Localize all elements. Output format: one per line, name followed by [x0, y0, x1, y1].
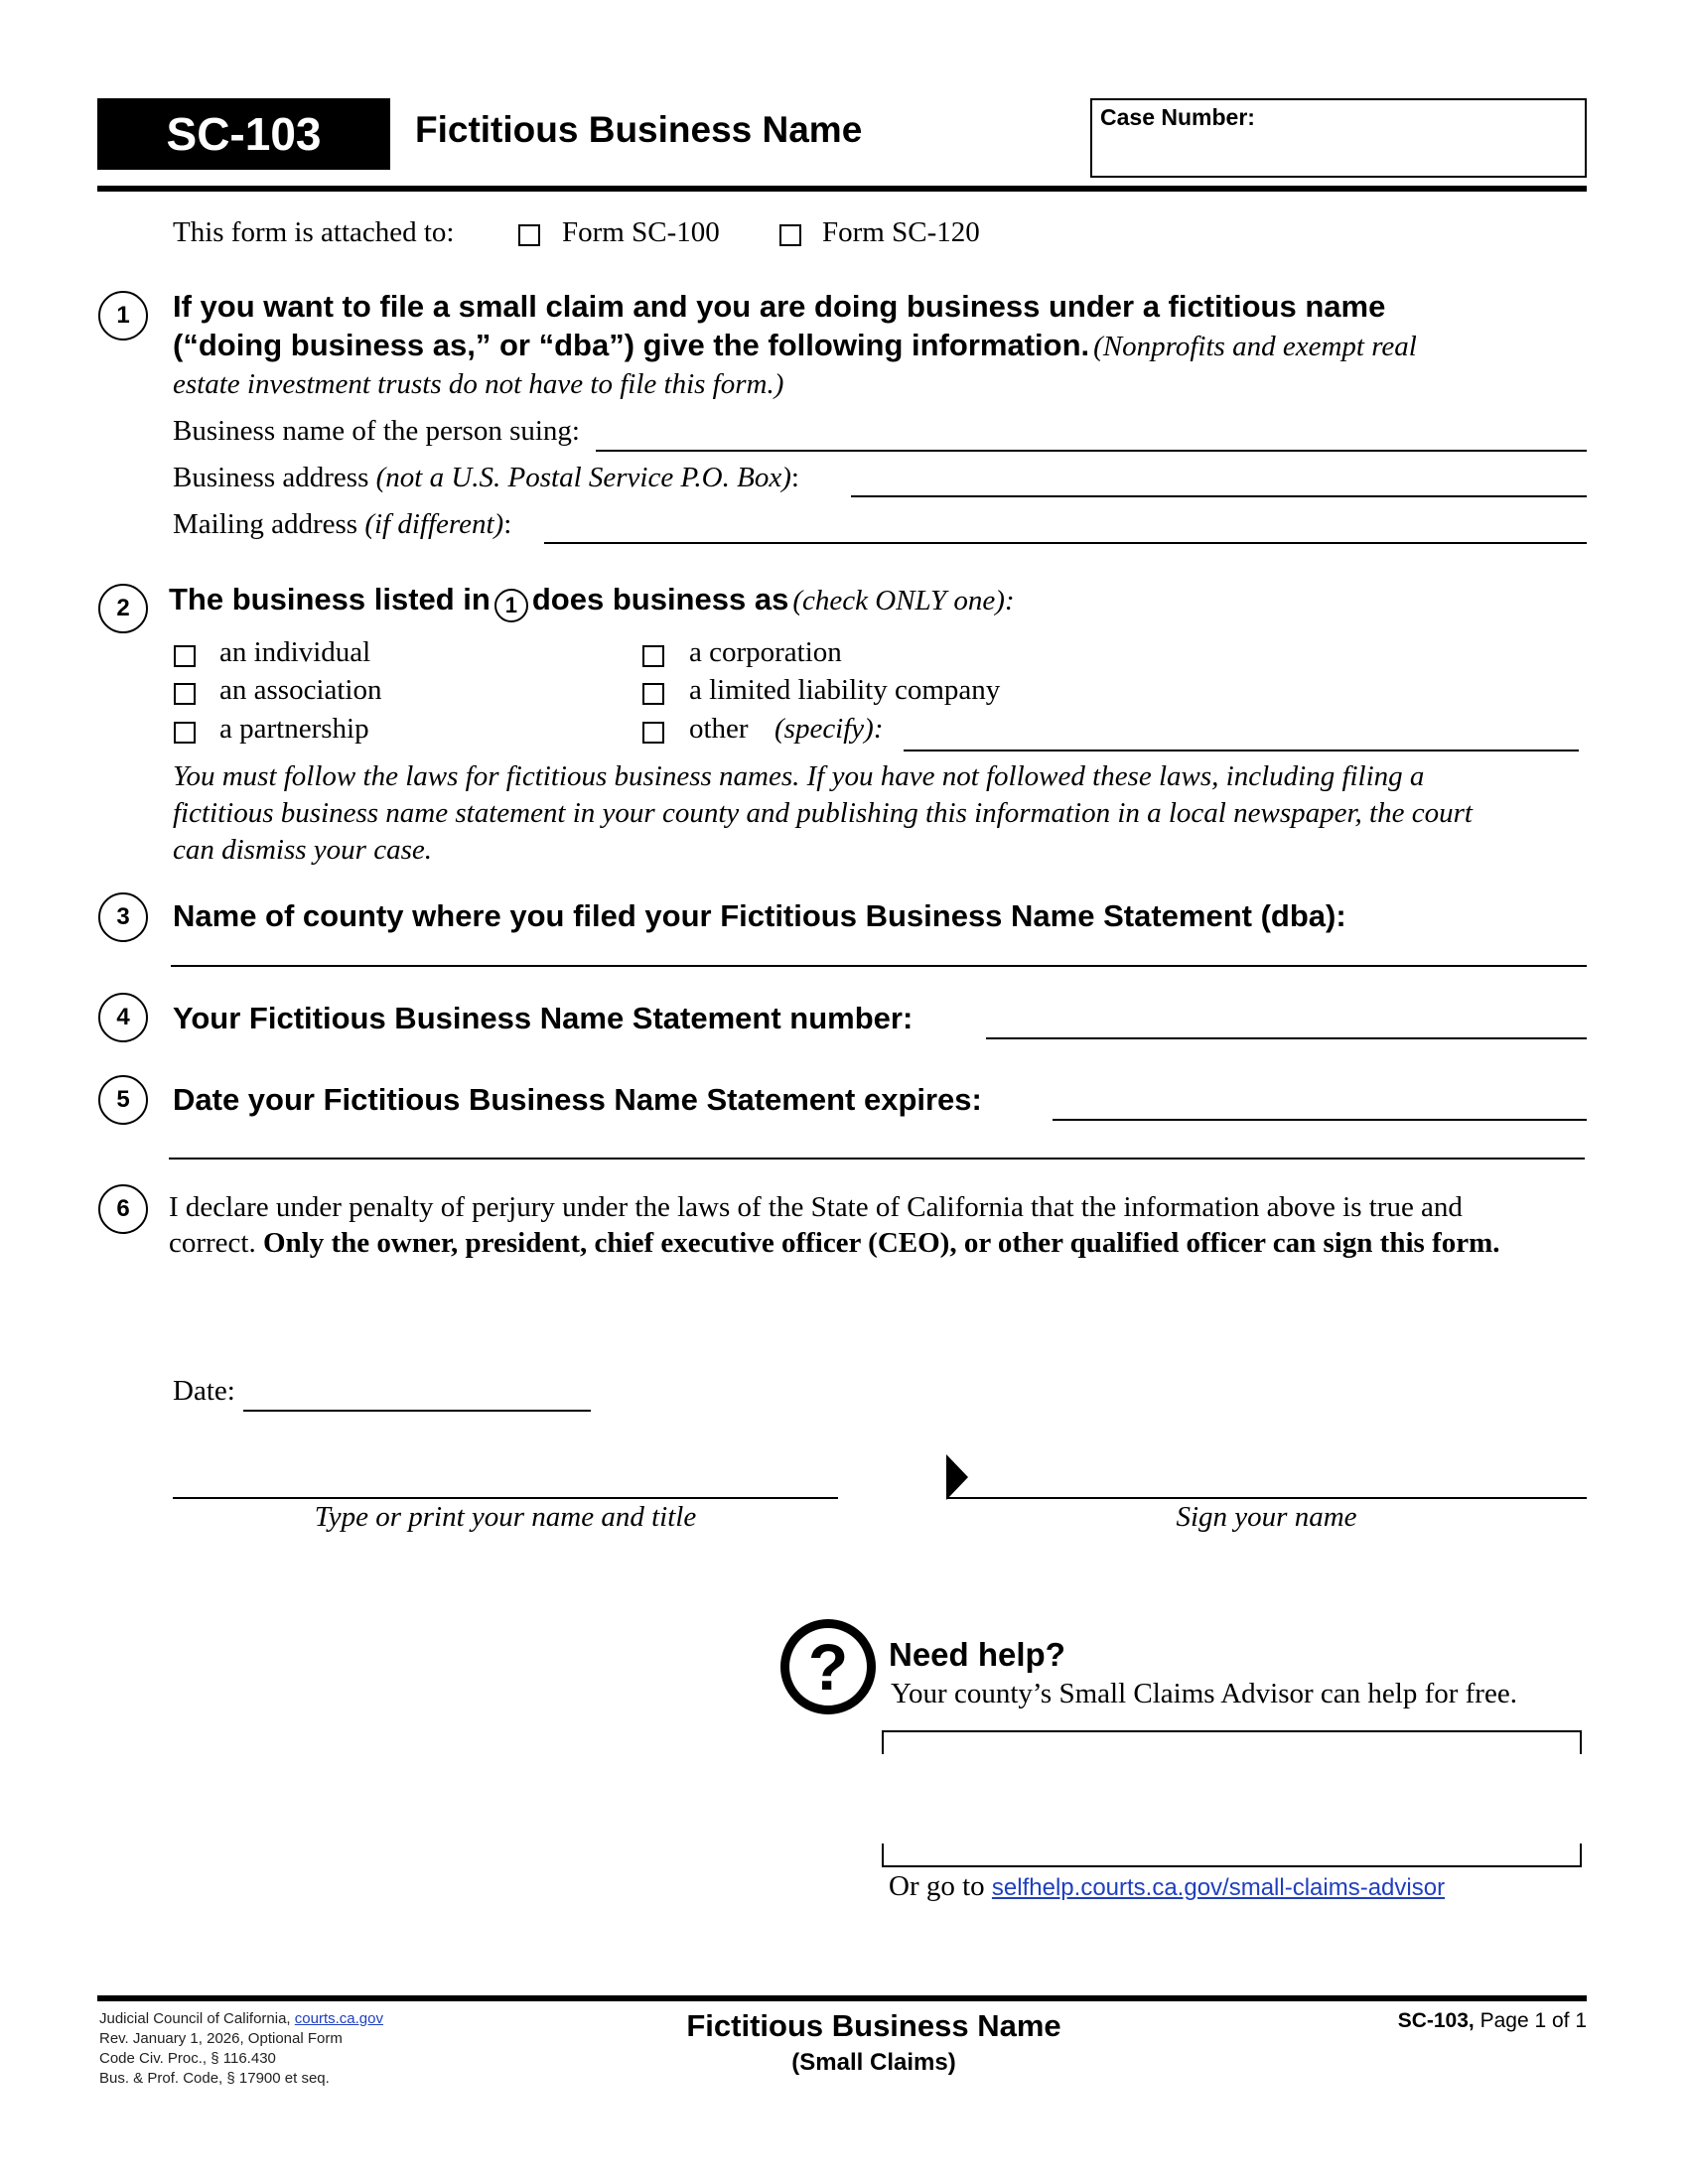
footer-code-bus: Bus. & Prof. Code, § 17900 et seq. — [99, 2070, 330, 2087]
attached-label: This form is attached to: — [173, 216, 455, 248]
form-id-badge — [97, 98, 390, 170]
item-4-heading: Your Fictitious Business Name Statement number: — [173, 1001, 914, 1035]
footer-subtitle: (Small Claims) — [791, 2049, 956, 2076]
item-number-4: 4 — [98, 993, 148, 1042]
date-label: Date: — [173, 1375, 235, 1407]
item-1-note: (Nonprofits and exempt real — [1093, 331, 1417, 362]
checkbox-partnership[interactable] — [174, 722, 196, 744]
footer-council-link[interactable]: courts.ca.gov — [294, 2010, 383, 2027]
mailing-address-note: (if different) — [364, 508, 504, 540]
form-title: Fictitious Business Name — [415, 109, 863, 150]
footer-legal — [99, 2009, 383, 2089]
mailing-address-colon: : — [503, 508, 512, 540]
warning-line3: can dismiss your case. — [173, 834, 432, 866]
checkbox-other[interactable] — [642, 722, 664, 744]
name-title-field[interactable] — [173, 1497, 838, 1499]
declaration-signer-requirement: Only the owner, president, chief executive officer (CEO), or other qualified officer can sign this form. — [263, 1227, 1500, 1259]
option-partnership: a partnership — [219, 713, 369, 745]
declaration-correct: correct. — [169, 1227, 256, 1259]
header-rule — [97, 186, 1587, 192]
mailing-address-label — [173, 508, 511, 541]
option-other: other — [689, 713, 749, 745]
business-address-note: (not a U.S. Postal Service P.O. Box) — [375, 462, 791, 493]
option-individual: an individual — [219, 636, 371, 668]
expiration-date-field[interactable] — [1053, 1119, 1587, 1121]
help-go-to-text: Or go to — [889, 1870, 985, 1902]
footer-form-id: SC-103, — [1397, 2009, 1475, 2032]
name-title-caption: Type or print your name and title — [314, 1501, 697, 1533]
help-text: Your county’s Small Claims Advisor can help for free. — [891, 1678, 1517, 1709]
help-title: Need help? — [889, 1636, 1065, 1673]
item-2-heading-note: (check ONLY one): — [792, 585, 1015, 616]
checkbox-form-sc100[interactable] — [518, 224, 540, 246]
option-form-sc120: Form SC-120 — [822, 216, 980, 248]
declaration-line2 — [169, 1227, 1500, 1260]
footer-rule — [97, 1995, 1587, 2001]
checkbox-association[interactable] — [174, 683, 196, 705]
business-name-field[interactable] — [596, 450, 1587, 452]
footer-page-info — [1271, 2009, 1587, 2033]
mailing-address-field[interactable] — [544, 542, 1587, 544]
item-number-2: 2 — [98, 584, 148, 633]
other-specify-label: (specify): — [774, 713, 884, 745]
business-address-field[interactable] — [851, 495, 1587, 497]
mailing-address-text: Mailing address — [173, 508, 358, 540]
footer-title: Fictitious Business Name — [686, 2008, 1061, 2043]
item-2-heading-b: does business as — [531, 582, 789, 616]
item-1-heading-line2 — [173, 328, 1417, 363]
checkbox-individual[interactable] — [174, 645, 196, 667]
item-number-6: 6 — [98, 1184, 148, 1234]
business-address-label — [173, 462, 799, 494]
footer-council-text: Judicial Council of California, — [99, 2010, 291, 2027]
footer-page-number: Page 1 of 1 — [1479, 2009, 1587, 2032]
help-go-to — [889, 1870, 1445, 1903]
item-1-heading-text: (“doing business as,” or “dba”) give the following information. — [173, 328, 1090, 362]
business-address-text: Business address — [173, 462, 369, 493]
item-1-note-line2: estate investment trusts do not have to file this form.) — [173, 368, 784, 400]
case-number-box[interactable] — [1090, 98, 1587, 178]
case-number-label: Case Number: — [1100, 104, 1255, 130]
item-number-1: 1 — [98, 291, 148, 341]
signature-caption: Sign your name — [1176, 1501, 1357, 1533]
item-2-heading-a: The business listed in — [169, 582, 491, 616]
date-field[interactable] — [243, 1410, 591, 1412]
other-specify-field[interactable] — [904, 750, 1579, 751]
warning-line2: fictitious business name statement in your county and publishing this information in a local newspaper, the court — [173, 797, 1473, 829]
county-field[interactable] — [171, 965, 1587, 967]
option-association: an association — [219, 674, 382, 706]
business-address-colon: : — [790, 462, 799, 493]
help-question-glyph: ? — [807, 1630, 849, 1704]
statement-number-field[interactable] — [986, 1037, 1587, 1039]
item-number-5: 5 — [98, 1075, 148, 1125]
help-question-icon — [780, 1619, 876, 1714]
option-corporation: a corporation — [689, 636, 842, 668]
footer-code-civ: Code Civ. Proc., § 116.430 — [99, 2050, 276, 2067]
item-2-ref-number: 1 — [494, 589, 528, 622]
option-form-sc100: Form SC-100 — [562, 216, 720, 248]
form-id: SC-103 — [166, 108, 322, 160]
item-2-heading — [169, 582, 1015, 622]
warning-line1: You must follow the laws for fictitious business names. If you have not followed these laws, including filing a — [173, 760, 1425, 792]
section-divider — [169, 1158, 1585, 1160]
item-number-3: 3 — [98, 892, 148, 942]
checkbox-form-sc120[interactable] — [779, 224, 801, 246]
business-name-label: Business name of the person suing: — [173, 415, 580, 447]
checkbox-llc[interactable] — [642, 683, 664, 705]
footer-revision: Rev. January 1, 2026, Optional Form — [99, 2030, 343, 2047]
option-llc: a limited liability company — [689, 674, 1001, 706]
signature-field[interactable] — [946, 1497, 1587, 1499]
item-1-heading-line1: If you want to file a small claim and you are doing business under a fictitious name — [173, 289, 1386, 324]
item-5-heading: Date your Fictitious Business Name Statement expires: — [173, 1082, 982, 1117]
advisor-info-box[interactable] — [882, 1730, 1582, 1867]
help-link[interactable]: selfhelp.courts.ca.gov/small-claims-advisor — [991, 1874, 1446, 1901]
item-3-heading: Name of county where you filed your Fictitious Business Name Statement (dba): — [173, 898, 1346, 933]
footer-council — [99, 2009, 383, 2029]
checkbox-corporation[interactable] — [642, 645, 664, 667]
declaration-line1: I declare under penalty of perjury under the laws of the State of California that the information above is true and — [169, 1191, 1463, 1223]
signature-arrow-icon — [946, 1454, 968, 1500]
